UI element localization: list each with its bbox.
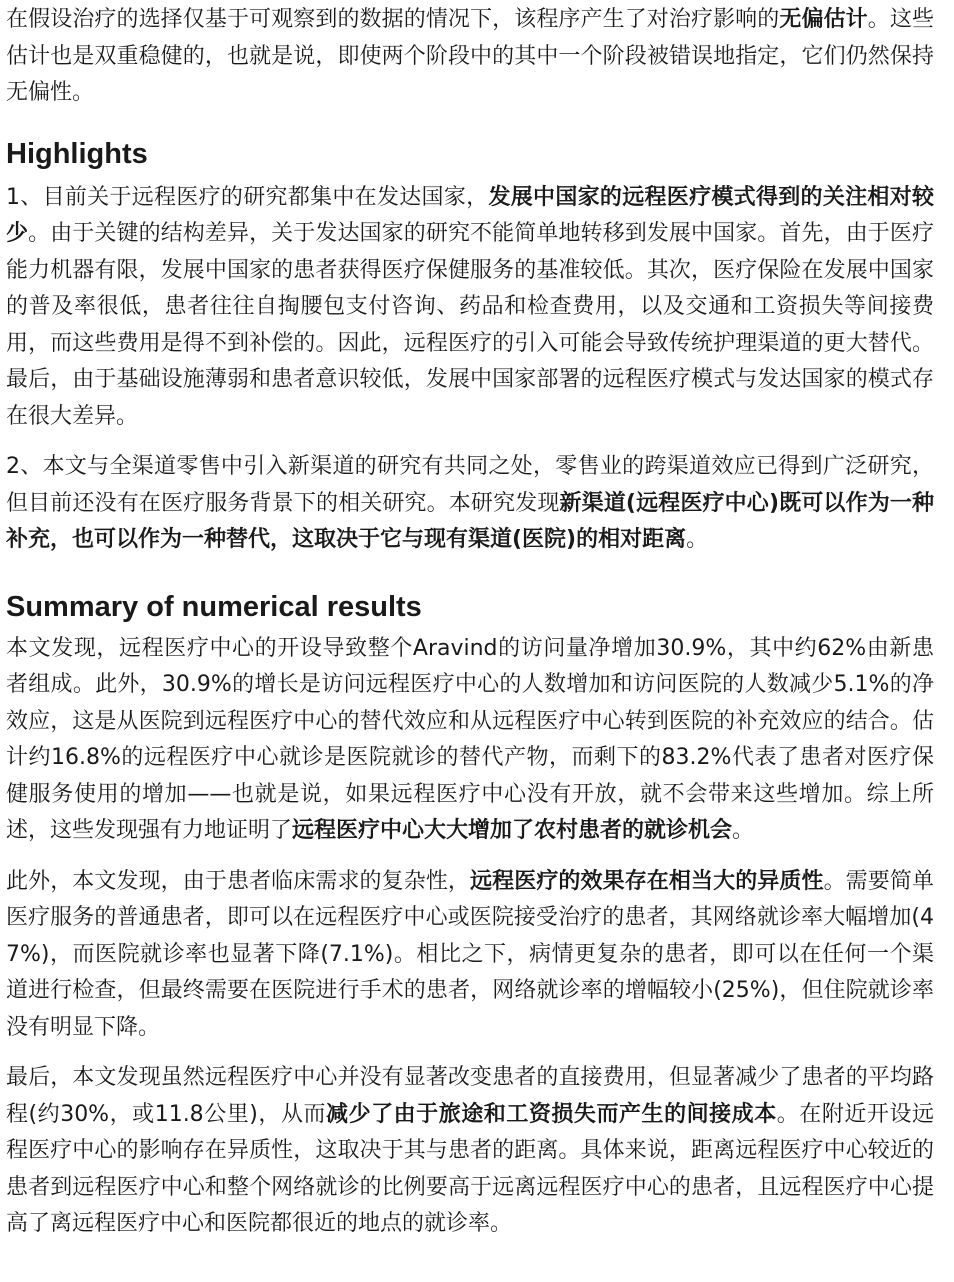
summary-1-emphasis: 远程医疗中心大大增加了农村患者的就诊机会 [292, 818, 733, 843]
summary-2-text-2: 。需要简单医疗服务的普通患者，即可以在远程医疗中心或医院接受治疗的患者，其网络就诊率大幅增加(47%)，而医院就诊率也显著下降(7.1%)。相比之下，病情更复杂的患者，即可以在任何一个渠道进行检查，但最终需要在医院进行手术的患者，网络就诊率的增幅较小(25%)，但住院就诊率没有明显下降。 [6, 868, 934, 1040]
highlight-1-emphasis: 发展中国家的远程医疗模式得到的关注相对较少 [6, 184, 934, 246]
summary-paragraph-1 [6, 631, 934, 850]
summary-1-text-2: 。 [732, 818, 755, 843]
summary-3-text-1: 最后，本文发现虽然远程医疗中心并没有显著改变患者的直接费用，但显著减少了患者的平均路程(约30%，或11.8公里)，从而 [6, 1065, 934, 1127]
highlights-heading: Highlights [6, 137, 148, 170]
summary-3-emphasis: 减少了由于旅途和工资损失而产生的间接成本 [326, 1101, 777, 1127]
summary-paragraph-2 [6, 864, 934, 1047]
highlight-1-text-2: 。由于关键的结构差异，关于发达国家的研究不能简单地转移到发展中国家。首先，由于医疗能力机器有限，发展中国家的患者获得医疗保健服务的基准较低。其次，医疗保险在发展中国家的普及率很低，患者往往自掏腰包支付咨询、药品和检查费用，以及交通和工资损失等间接费用，而这些费用是得不到补偿的。因此，远程医疗的引入可能会导致传统护理渠道的更大替代。最后，由于基础设施薄弱和患者意识较低，发展中国家部署的远程医疗模式与发达国家的模式存在很大差异。 [6, 221, 934, 429]
intro-text-1: 在假设治疗的选择仅基于可观察到的数据的情况下，该程序产生了对治疗影响的 [6, 7, 780, 32]
intro-paragraph [6, 2, 934, 112]
highlight-1-text-1: 1、目前关于远程医疗的研究都集中在发达国家， [6, 184, 489, 210]
summary-paragraph-3 [6, 1060, 934, 1243]
highlight-item-2 [6, 449, 934, 559]
highlight-2-emphasis: 新渠道(远程医疗中心)既可以作为一种补充，也可以作为一种替代，这取决于它与现有渠道(医院)的相对距离 [6, 490, 934, 552]
highlight-2-text-2: 。 [686, 527, 709, 552]
summary-2-emphasis: 远程医疗的效果存在相当大的异质性 [470, 868, 824, 894]
intro-emphasis: 无偏估计 [779, 7, 868, 32]
summary-2-text-1: 此外，本文发现，由于患者临床需求的复杂性， [6, 868, 471, 894]
highlight-item-1 [6, 180, 934, 436]
summary-3-text-2: 。在附近开设远程医疗中心的影响存在异质性，这取决于其与患者的距离。具体来说，距离远程医疗中心较近的患者到远程医疗中心和整个网络就诊的比例要高于远离远程医疗中心的患者，且远程医疗中心提高了离远程医疗中心和医院都很近的地点的就诊率。 [6, 1101, 934, 1236]
summary-1-text-1: 本文发现，远程医疗中心的开设导致整个Aravind的访问量净增加30.9%，其中约62%由新患者组成。此外，30.9%的增长是访问远程医疗中心的人数增加和访问医院的人数减少5.1%的净效应，这是从医院到远程医疗中心的替代效应和从远程医疗中心转到医院的补充效应的结合。估计约16.8%的远程医疗中心就诊是医院就诊的替代产物，而剩下的83.2%代表了患者对医疗保健服务使用的增加——也就是说，如果远程医疗中心没有开放，就不会带来这些增加。综上所述，这些发现强有力地证明了 [6, 635, 934, 843]
article-body [0, 2, 940, 1243]
summary-heading: Summary of numerical results [6, 590, 422, 623]
highlight-2-text-1: 2、本文与全渠道零售中引入新渠道的研究有共同之处，零售业的跨渠道效应已得到广泛研究，但目前还没有在医疗服务背景下的相关研究。本研究发现 [6, 454, 934, 516]
intro-text-2: 。这些估计也是双重稳健的，也就是说，即使两个阶段中的其中一个阶段被错误地指定，它们仍然保持无偏性。 [6, 7, 934, 105]
